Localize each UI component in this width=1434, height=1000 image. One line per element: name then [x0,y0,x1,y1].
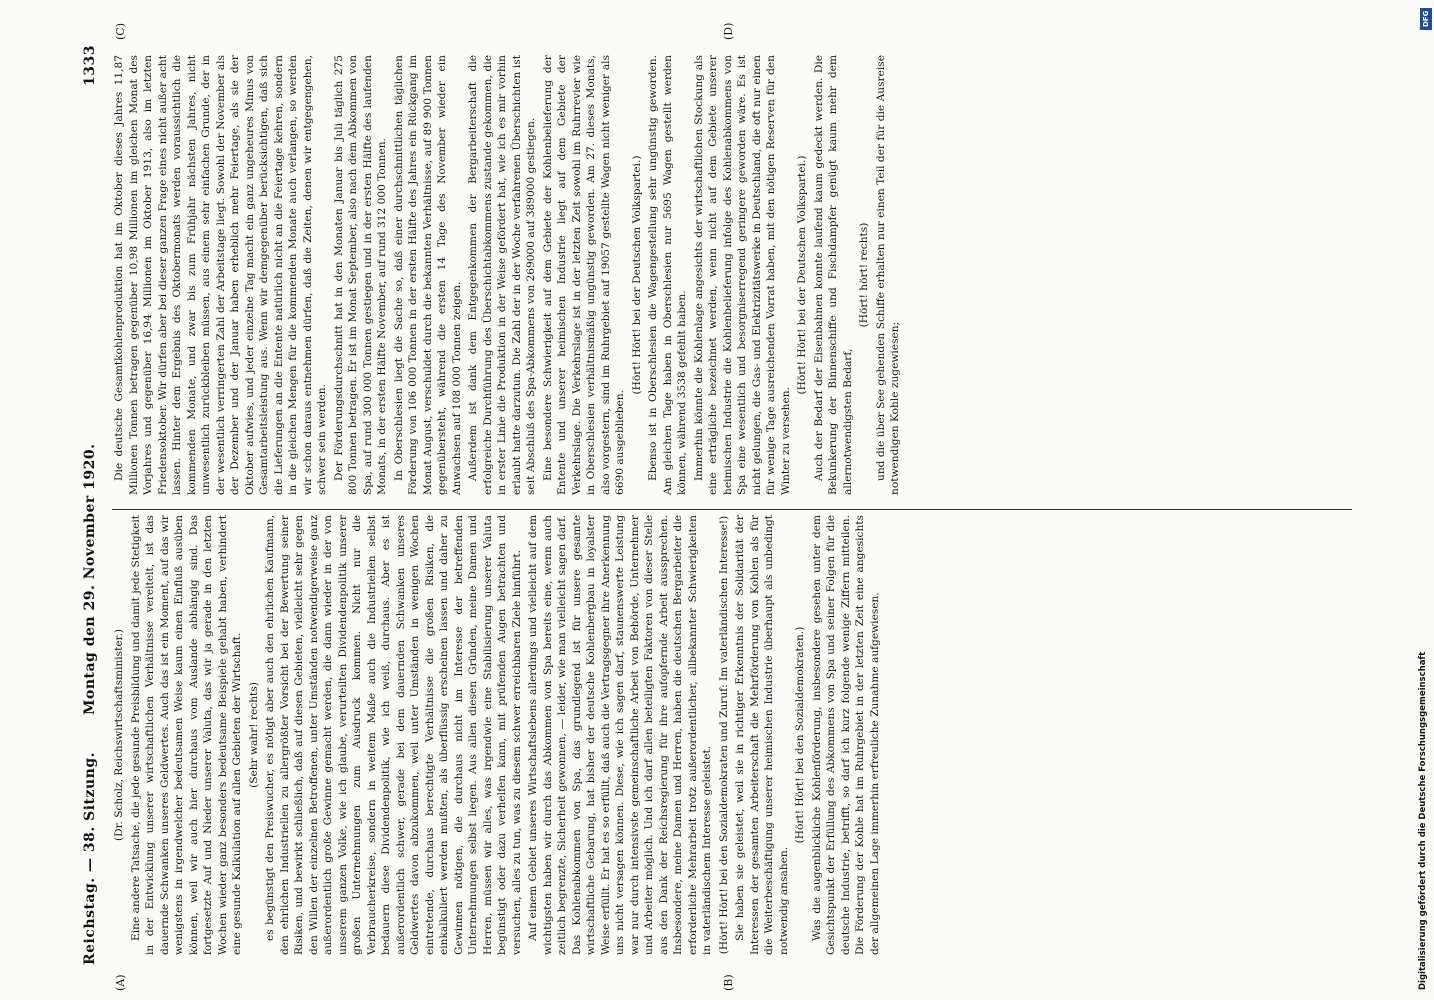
paragraph: Der Förderungsdurchschnitt hat in den Monaten Januar bis Juli täglich 275 800 Tonnen betragen. Er ist im Monat September, also nach dem Abkommen von Spa, auf rund 300 000 Tonnen gestiegen und in der ersten Hälfte des laufenden Monats, in der ersten Hälfte November, auf rund 312 000 Tonnen. [332,55,388,495]
margin-mark-b: (B) [722,974,735,991]
paragraph: Sie haben sie geleistet, weil sie in richtiger Erkenntnis der Solidarität der Interessen der gesamten Arbeiterschaft die Mehrförderung von Kohlen als für die Weiterbeschäftigung unserer heimischen Industrie überhaupt als unbedingt notwendig ansahen. [734,515,790,955]
paragraph: Außerdem ist dank dem Entgegenkommen der Bergarbeiterschaft die erfolgreiche Durchführung des Überschichtabkommens zustande gekommen, die in erster Linie die Produktion in der Weise gefördert hat, wie ich es mir vorhin erlaubt hatte darzutun. Die Zahl der in der Woche verfahrenen Überschichten ist seit Abschluß des Spa-Abkommens von 269000 auf 389000 gestiegen. [467,55,537,495]
header-date: Montag den 29. November 1920. [82,443,98,715]
column-divider [112,509,1352,510]
margin-mark-c: (C) [114,23,127,40]
interjection: (Hört! Hört! bei den Sozialdemokraten.) [794,626,806,844]
paragraph: Immerhin könnte die Kohlenlage angesichts der wirtschaftlichen Stockung als eine erträgliche bezeichnet werden, wenn nicht auf dem Gebiete unserer heimischen Industrie die Kohlenbelieferung infolge des Kohlenabkommens von Spa eine wesentlich und besorgniserregend geringere geworden wäre. Es ist nicht gelungen, die Gas- und Elektrizitätswerke in Deutschland, die oft nur einen für wenige Tage ausreichenden Vorrat haben, mit den nötigen Reserven für den Winter zu versehen. [692,55,792,495]
margin-mark-a: (A) [114,974,127,991]
paragraph: Was die augenblickliche Kohlenförderung, insbesondere gesehen unter dem Gesichtspunkt der Erfüllung des Abkommens von Spa und seiner Folgen für die deutsche Industrie, betrifft, so darf ich kurz folgende wenige Ziffern mitteilen. Die Förderung der Kohle hat im Ruhrgebiet in der letzten Zeit eine angesichts der allgemeinen Lage immerhin erfreuliche Zunahme aufgewiesen. [810,515,881,955]
digitization-note: Digitalisierung gefördert durch die Deutsche Forschungsgemeinschaft [1418,651,1428,990]
paragraph: In Oberschlesien liegt die Sache so, daß einer durchschnittlichen täglichen Förderung von 106 000 Tonnen in der ersten Hälfte des Jahres ein Rückgang im Monat August, verschuldet durch die bekannten Verhältnisse, auf 89 900 Tonnen gegenübersteht, während die ersten 14 Tage des November wieder ein Anwachsen auf 108 000 Tonnen zeigen. [392,55,463,495]
page-header [82,45,106,965]
paragraph: Die deutsche Gesamtkohlenproduktion hat im Oktober dieses Jahres 11,87 Millionen Tonnen betragen gegenüber 10,98 Millionen im gleichen Monat des Vorjahres und gegenüber 16,94 Millionen im Oktober 1913, also im letzten Friedensoktober. Wir dürfen aber bei dieser ganzen Frage eines nicht außer acht lassen. Hinter dem Ergebnis des Oktobermonats werden voraussichtlich die kommenden Monate, und zwar bis zum Frühjahr nächsten Jahres, nicht unwesentlich zurückbleiben müssen, aus einem sehr einfachen Grunde, der in der wesentlich verringerten Zahl der Arbeitstage liegt. Sowohl der November als der Dezember und der Januar haben erheblich mehr Feiertage, als sie der Oktober aufwies, und jeder einzelne Tag macht ein ganz ungeheures Minus von Gesamtarbeitsleistung aus. Wenn wir demgegenüber berücksichtigen, daß sich die Lieferungen an die Entente natürlich nicht an die Feiertage kehren, sondern in die gleichen Mengen für die kommenden Monate auch verlangen, so werden wir schon daraus entnehmen dürfen, daß die Zeiten, denen wir entgegengehen, schwer sein werden. [113,55,328,495]
interjection: (Sehr wahr! rechts) [247,682,260,788]
header-session: Reichstag. — 38. Sitzung. [82,752,98,965]
left-text-column [112,515,1362,955]
paragraph: es begünstigt den Preiswucher, es nötigt aber auch den ehrlichen Kaufmann, den ehrlichen Industriellen zu allergrößter Vorsicht bei der Bewertung seiner Risiken, und bewirkt schließlich, daß auf diesen Gebieten, vielleicht sehr gegen den Willen der einzelnen Betroffenen, unter Umständen notwendigerweise ganz außerordentlich große Gewinne gemacht werden, die dann wieder in der von unserem ganzen Volke, wie ich glaube, verurteilten Dividendenpolitik unserer großen Unternehmungen zum Ausdruck kommen. Nicht nur die Verbraucherkreise, sondern in weitem Maße auch die Industriellen selbst bedauern diese Dividendenpolitik, wie ich weiß, durchaus. Aber es ist außerordentlich schwer, gerade bei dem dauernden Schwanken unseres Geldwertes davon abzukommen, weil unter Umständen in wenigen Wochen eintretende, durchaus berechtigte Verhältnisse die großen Risiken, die einkalkuliert werden mußten, als überflüssig erscheinen lassen und daher zu Gewinnen nötigen, die durchaus nicht im Interesse der betreffenden Unternehmungen selbst liegen. Aus allen diesen Gründen, meine Damen und Herren, müssen wir alles, was irgendwie eine Stabilisierung unserer Valuta begünstigt oder dazu verhelfen kann, mit prüfenden Augen betrachten und versuchen, alles zu tun, was zu diesem schwer erreichbaren Ziele hinführt. [264,515,523,955]
paragraph: Ebenso ist in Oberschlesien die Wagengestellung sehr ungünstig geworden. Am gleichen Tage haben in Oberschlesien nur 5695 Wagen gestellt werden können, während 3538 gefehlt haben. [647,55,688,495]
page-number: 1333 [82,45,98,86]
paragraph: Auf einem Gebiet unseres Wirtschaftslebens allerdings und vielleicht auf dem wichtigsten haben wir durch das Abkommen von Spa bereits eine, wenn auch zeitlich begrenzte, Sicherheit gewonnen, — leider, wie man vielleicht sagen darf. Das Kohlenabkommen von Spa, das grundlegend ist für unsere gesamte wirtschaftliche Gebarung, hat bisher der deutsche Kohlenbergbau in loyalster Weise erfüllt. Er hat es so erfüllt, daß auch die Vertragsgegner ihre Anerkennung uns nicht versagen können. Diese, wie ich sagen darf, staunenswerte Leistung war nur durch intensivste gemeinschaftliche Arbeit von Behörde, Unternehmer und Arbeiter möglich. Und ich darf allen beteiligten Faktoren von dieser Stelle aus den Dank der Reichsregierung für ihre aufopfernde Arbeit aussprechen. Insbesondere, meine Damen und Herren, haben die deutschen Bergarbeiter die erforderliche Mehrarbeit trotz außerordentlicher, allbekannter Schwierigkeiten in vaterländischem Interesse geleistet. [527,515,713,955]
paragraph: Auch der Bedarf der Eisenbahnen konnte laufend kaum gedeckt werden. Die Bekunkerung der Binnenschiffe und Fischdampfer genügt kaum mehr dem allernotwendigsten Bedarf, [812,55,854,495]
margin-mark-d: (D) [722,22,735,40]
dfg-logo: DFG [1420,8,1432,30]
interjection: (Hört! Hört! bei den Sozialdemokraten und Zuruf: Im vaterländischen Interesse!) [717,515,730,955]
paragraph: Eine besondere Schwierigkeit auf dem Gebiete der Kohlenbelieferung der Entente und unserer heimischen Industrie liegt auf dem Gebiete der Verkehrslage. Die Verkehrslage ist in der letzten Zeit sowohl im Ruhrrevier wie in Oberschlesien verhältnismäßig ungünstig geworden. Am 27. dieses Monats, also vorgestern, sind im Ruhrgebiet auf 19057 gestellte Wagen nicht weniger als 6690 ausgeblieben. [541,55,626,495]
interjection: (Hört! Hört! bei der Deutschen Volkspartei.) [796,155,808,395]
right-text-column [112,55,1362,495]
paragraph: und die über See gehenden Schiffe erhalten nur einen Teil der für die Ausreise notwendigen Kohle zugewiesen; [874,55,901,495]
rotated-document-page [82,22,1372,991]
interjection: (Hört! Hört! bei der Deutschen Volkspartei.) [630,155,643,395]
speaker-line: (Dr. Scholz, Reichswirtschaftsminister.) [113,628,125,842]
paragraph: Eine andere Tatsache, die jede gesunde Preisbildung und damit jede Stetigkeit in der Entwicklung unserer wirtschaftlichen Verhältnisse vereitelt, ist das dauernde Schwanken unseres Geldwertes. Auch das ist ein Moment, auf das wir wenigstens in irgendwelcher bedeutsamen Weise kaum einen Einfluß ausüben können, weil wir auch hier durchaus vom Auslande abhängig sind. Das fortgesetzte Auf und Nieder unserer Valuta, das wir ja gerade in den letzten Wochen wieder ganz besonders bedeutsame Beispiele gehabt haben, verhindert eine gesunde Kalkulation auf allen Gebieten der Wirtschaft. [129,515,243,955]
interjection: (Hört! hört! rechts) [858,222,870,328]
